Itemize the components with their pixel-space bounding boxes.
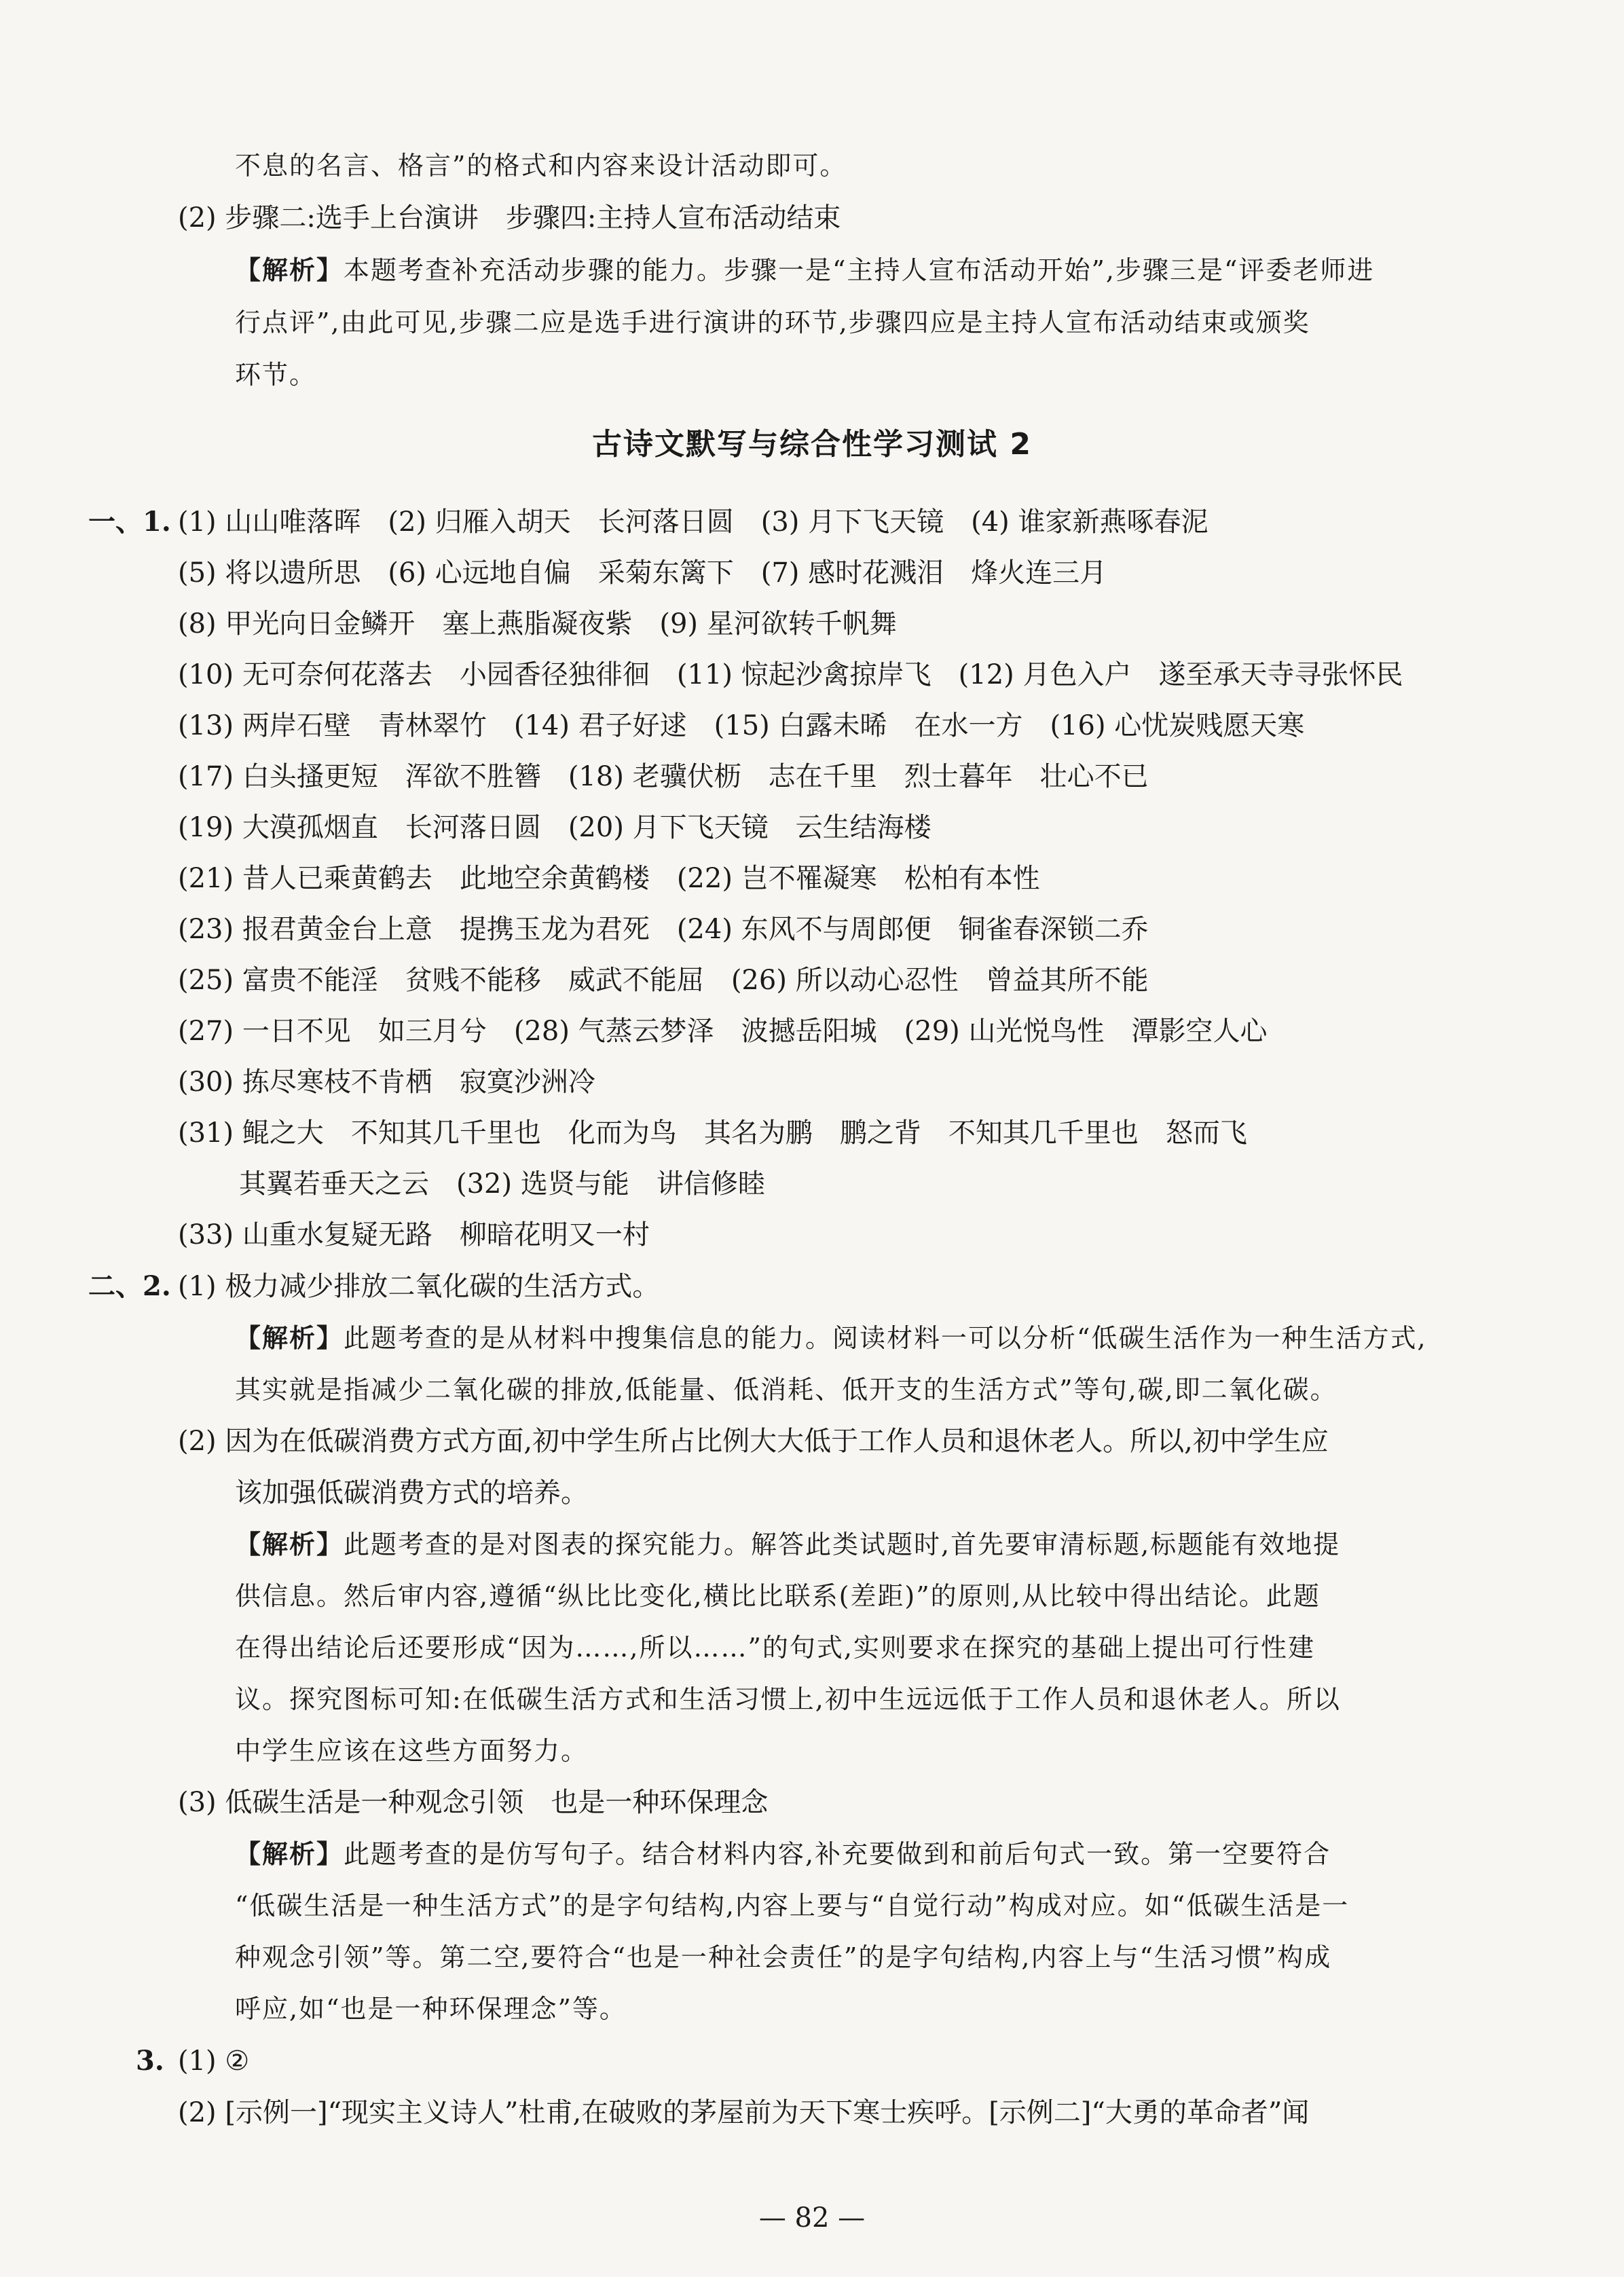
s1-number	[88, 503, 171, 541]
top-line-1: 不息的名言、格言”的格式和内容来设计活动即可。	[235, 151, 847, 181]
s3-number	[136, 2042, 164, 2080]
s2-explanation-3a	[235, 1835, 1331, 1873]
analysis-tag: 【解析】	[235, 255, 344, 285]
s1-line-12: (30) 拣尽寒枝不肯栖 寂寞沙洲冷	[178, 1067, 595, 1098]
top-answer-2: (2) 步骤二:选手上台演讲 步骤四:主持人宣布活动结束	[178, 202, 841, 234]
s3-num: 3.	[136, 2045, 164, 2077]
top-explanation-3: 环节。	[235, 360, 317, 390]
s2-explanation-3d: 呼应,如“也是一种环保理念”等。	[235, 1994, 627, 2024]
s1-line-7: (19) 大漠孤烟直 长河落日圆 (20) 月下飞天镜 云生结海楼	[178, 812, 931, 843]
s1-line-8: (21) 昔人已乘黄鹤去 此地空余黄鹤楼 (22) 岂不罹凝寒 松柏有本性	[178, 863, 1040, 894]
s2-explanation-2c: 在得出结论后还要形成“因为……,所以……”的句式,实则要求在探究的基础上提出可行性建	[235, 1633, 1316, 1663]
s2-answer-1: (1) 极力减少排放二氧化碳的生活方式。	[178, 1271, 660, 1302]
s2-answer-2b: 该加强低碳消费方式的培养。	[235, 1477, 588, 1508]
s2-explanation-2a	[235, 1525, 1340, 1563]
s1-line-6: (17) 白头搔更短 浑欲不胜簪 (18) 老骥伏枥 志在千里 烈士暮年 壮心不已	[178, 761, 1149, 792]
top-explanation-2: 行点评”,由此可见,步骤二应是选手进行演讲的环节,步骤四应是主持人宣布活动结束或颁奖	[235, 308, 1310, 337]
s2-explanation-1b: 其实就是指减少二氧化碳的排放,低能量、低消耗、低开支的生活方式”等句,碳,即二氧化碳。	[235, 1375, 1337, 1405]
s1-num: 一、1.	[88, 506, 171, 538]
analysis-tag: 【解析】	[235, 1323, 344, 1353]
section-title: 古诗文默写与综合性学习测试 2	[592, 427, 1032, 462]
s1-line-11: (27) 一日不见 如三月兮 (28) 气蒸云梦泽 波撼岳阳城 (29) 山光悦鸟性 潭影空人心	[178, 1016, 1268, 1047]
s2-explanation-3c: 种观念引领”等。第二空,要符合“也是一种社会责任”的是字句结构,内容上与“生活习惯”构成	[235, 1942, 1332, 1972]
s1-line-13: (31) 鲲之大 不知其几千里也 化而为鸟 其名为鹏 鹏之背 不知其几千里也 怒而飞	[178, 1117, 1247, 1149]
s2-explanation-3a-text: 此题考查的是仿写句子。结合材料内容,补充要做到和前后句式一致。第一空要符合	[344, 1839, 1331, 1869]
s2-explanation-2e: 中学生应该在这些方面努力。	[235, 1736, 589, 1766]
s2-explanation-3b: “低碳生活是一种生活方式”的是字句结构,内容上要与“自觉行动”构成对应。如“低碳生活是一	[235, 1891, 1350, 1921]
s2-answer-3: (3) 低碳生活是一种观念引领 也是一种环保理念	[178, 1787, 769, 1818]
s1-line-2: (5) 将以遗所思 (6) 心远地自偏 采菊东篱下 (7) 感时花溅泪 烽火连三月	[178, 557, 1107, 589]
analysis-tag: 【解析】	[235, 1839, 344, 1869]
analysis-tag: 【解析】	[235, 1530, 344, 1559]
s1-line-15: (33) 山重水复疑无路 柳暗花明又一村	[178, 1219, 650, 1251]
s3-answer-2: (2) [示例一]“现实主义诗人”杜甫,在破败的茅屋前为天下寒士疾呼。[示例二]“大勇的革命者”闻	[178, 2097, 1310, 2128]
s2-explanation-2b: 供信息。然后审内容,遵循“纵比比变化,横比比联系(差距)”的原则,从比较中得出结论。此题	[235, 1581, 1321, 1611]
s1-line-14: 其翼若垂天之云 (32) 选贤与能 讲信修睦	[239, 1168, 765, 1200]
s2-answer-2a: (2) 因为在低碳消费方式方面,初中学生所占比例大大低于工作人员和退休老人。所以,初中学生应	[178, 1426, 1329, 1457]
s2-explanation-1a	[235, 1319, 1427, 1357]
s2-explanation-2a-text: 此题考查的是对图表的探究能力。解答此类试题时,首先要审清标题,标题能有效地提	[344, 1530, 1341, 1559]
s1-line-10: (25) 富贵不能淫 贫贱不能移 威武不能屈 (26) 所以动心忍性 曾益其所不能	[178, 965, 1149, 996]
s1-line-4: (10) 无可奈何花落去 小园香径独徘徊 (11) 惊起沙禽掠岸飞 (12) 月色入户 遂至承天寺寻张怀民	[178, 659, 1403, 690]
s2-explanation-2d: 议。探究图标可知:在低碳生活方式和生活习惯上,初中生远远低于工作人员和退休老人。所以	[235, 1684, 1341, 1714]
s2-num: 二、2.	[88, 1270, 171, 1302]
top-explanation-1	[235, 251, 1374, 289]
s2-number	[88, 1267, 171, 1306]
s1-line-3: (8) 甲光向日金鳞开 塞上燕脂凝夜紫 (9) 星河欲转千帆舞	[178, 608, 897, 640]
s2-explanation-1a-text: 此题考查的是从材料中搜集信息的能力。阅读材料一可以分析“低碳生活作为一种生活方式,	[344, 1323, 1427, 1353]
s1-line-1: (1) 山山唯落晖 (2) 归雁入胡天 长河落日圆 (3) 月下飞天镜 (4) 谁家新燕啄春泥	[178, 506, 1208, 538]
page-number: — 82 —	[758, 2202, 866, 2234]
s1-line-5: (13) 两岸石壁 青林翠竹 (14) 君子好逑 (15) 白露未晞 在水一方 (16) 心忧炭贱愿天寒	[178, 710, 1305, 741]
s1-line-9: (23) 报君黄金台上意 提携玉龙为君死 (24) 东风不与周郎便 铜雀春深锁二乔	[178, 914, 1149, 945]
s3-answer-1: (1) ②	[178, 2045, 250, 2077]
top-explanation-text: 本题考查补充活动步骤的能力。步骤一是“主持人宣布活动开始”,步骤三是“评委老师进	[344, 255, 1375, 285]
